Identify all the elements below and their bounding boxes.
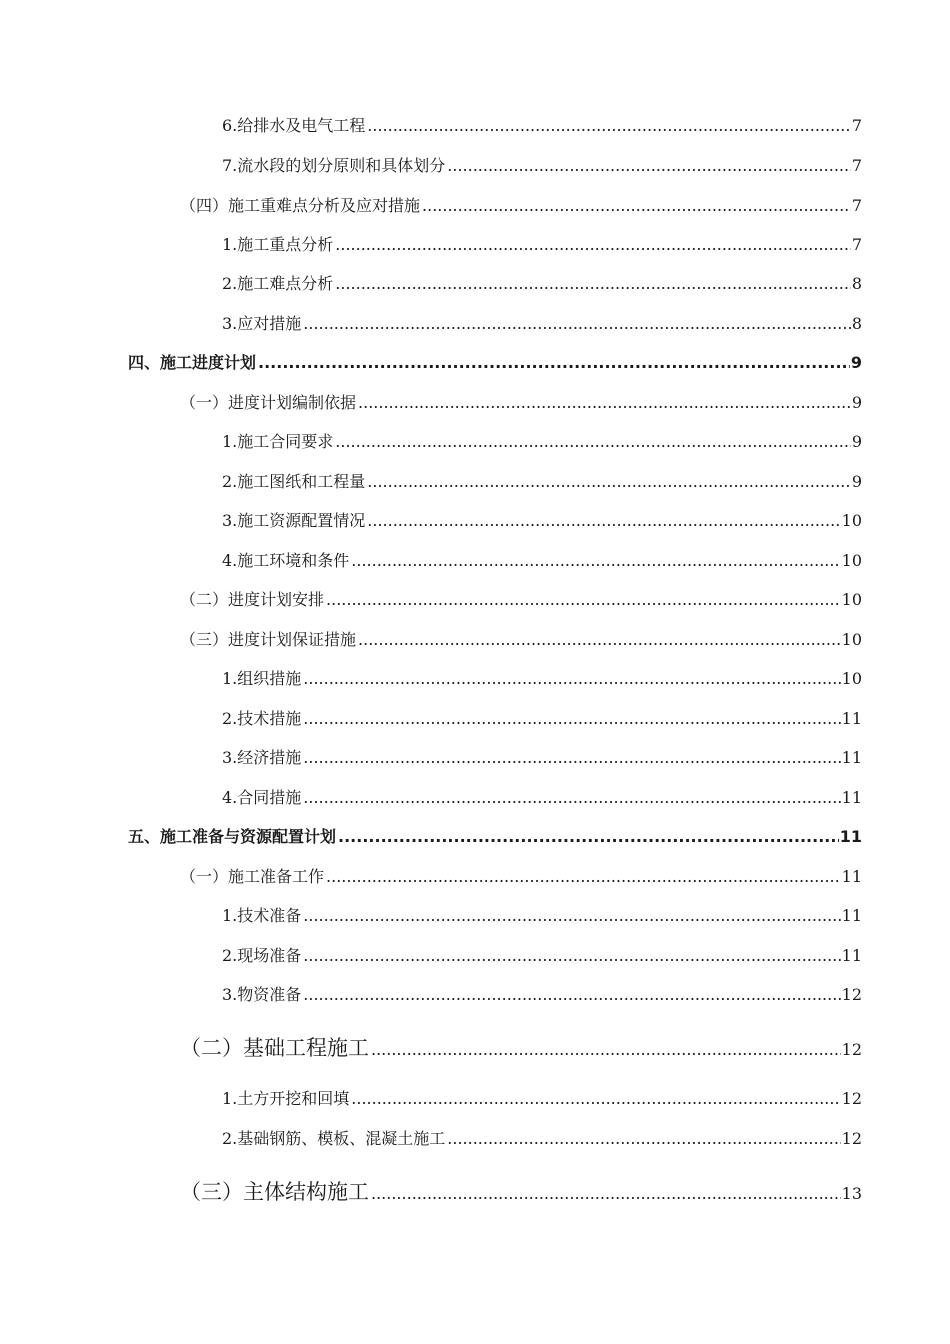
toc-entry-page: 8 [851, 314, 862, 333]
toc-entry-page: 11 [841, 906, 862, 925]
toc-entry-page: 9 [851, 393, 862, 412]
dot-leader [358, 392, 851, 414]
toc-entry-title: （三）进度计划保证措施 [180, 630, 357, 649]
toc-entry[interactable] [222, 155, 862, 177]
dot-leader [258, 352, 850, 374]
toc-entry-title: 2.施工图纸和工程量 [222, 472, 366, 491]
dot-leader [447, 1128, 840, 1150]
dot-leader [335, 273, 851, 295]
dot-leader [367, 471, 851, 493]
toc-entry[interactable] [222, 550, 862, 572]
toc-entry-page: 10 [841, 511, 862, 530]
toc-entry[interactable] [222, 510, 862, 532]
toc-entry-title: 4.施工环境和条件 [222, 551, 350, 570]
toc-entry[interactable] [180, 866, 862, 888]
toc-entry-page: 11 [841, 788, 862, 807]
toc-entry-page: 11 [841, 946, 862, 965]
dot-leader [447, 155, 851, 177]
toc-entry[interactable] [180, 1034, 862, 1064]
toc-entry-title: （一）进度计划编制依据 [180, 393, 357, 412]
toc-entry-page: 12 [841, 1040, 862, 1059]
dot-leader [303, 668, 840, 690]
toc-entry-title: 2.施工难点分析 [222, 274, 334, 293]
toc-entry-title: （二）进度计划安排 [180, 590, 325, 609]
toc-entry-page: 12 [841, 1089, 862, 1108]
dot-leader [358, 629, 841, 651]
dot-leader [422, 195, 851, 217]
toc-entry-page: 9 [851, 472, 862, 491]
toc-entry-page: 9 [851, 432, 862, 451]
toc-entry-title: （四）施工重难点分析及应对措施 [180, 196, 421, 215]
toc-entry[interactable] [180, 629, 862, 651]
toc-entry-page: 7 [851, 196, 862, 215]
toc-entry-page: 11 [841, 709, 862, 728]
toc-entry-page: 12 [841, 1129, 862, 1148]
toc-entry-title: （二）基础工程施工 [180, 1036, 369, 1060]
toc-entry[interactable] [222, 115, 862, 137]
dot-leader [303, 747, 840, 769]
toc-entry-title: 1.土方开挖和回填 [222, 1089, 350, 1108]
dot-leader [303, 787, 840, 809]
toc-entry-title: 4.合同措施 [222, 788, 302, 807]
toc-entry-title: 2.现场准备 [222, 946, 302, 965]
dot-leader [367, 115, 851, 137]
toc-entry-title: （三）主体结构施工 [180, 1180, 369, 1204]
toc-entry-page: 12 [841, 985, 862, 1004]
dot-leader [303, 945, 840, 967]
toc-entry-title: 五、施工准备与资源配置计划 [128, 827, 337, 846]
toc-entry-page: 10 [841, 630, 862, 649]
toc-entry-page: 11 [839, 827, 862, 846]
toc-entry-page: 10 [841, 669, 862, 688]
toc-entry-title: （一）施工准备工作 [180, 867, 325, 886]
toc-entry[interactable] [222, 945, 862, 967]
toc-entry[interactable] [180, 1178, 862, 1208]
dot-leader [303, 905, 840, 927]
toc-entry-title: 2.技术措施 [222, 709, 302, 728]
toc-entry[interactable] [222, 273, 862, 295]
toc-entry-title: 6.给排水及电气工程 [222, 116, 366, 135]
toc-entry[interactable] [180, 589, 862, 611]
toc-entry-page: 8 [851, 274, 862, 293]
toc-entry-title: 四、施工进度计划 [128, 353, 257, 372]
toc-entry-page: 11 [841, 748, 862, 767]
toc-entry[interactable] [180, 392, 862, 414]
toc-entry-title: 7.流水段的划分原则和具体划分 [222, 156, 446, 175]
toc-entry[interactable] [222, 1088, 862, 1110]
dot-leader [367, 510, 840, 532]
toc-entry-page: 9 [850, 353, 862, 372]
toc-entry-title: 3.经济措施 [222, 748, 302, 767]
toc-entry-page: 10 [841, 590, 862, 609]
toc-entry-title: 1.技术准备 [222, 906, 302, 925]
toc-entry[interactable] [222, 1128, 862, 1150]
toc-entry-title: 2.基础钢筋、模板、混凝土施工 [222, 1129, 446, 1148]
dot-leader [351, 550, 840, 572]
toc-entry-title: 1.组织措施 [222, 669, 302, 688]
toc-entry[interactable] [222, 234, 862, 256]
toc-entry-page: 13 [841, 1184, 862, 1203]
dot-leader [371, 1180, 841, 1208]
toc-entry-page: 7 [851, 156, 862, 175]
toc-entry[interactable] [222, 708, 862, 730]
toc-entry-page: 7 [851, 116, 862, 135]
toc-entry[interactable] [222, 905, 862, 927]
toc-entry-title: 3.物资准备 [222, 985, 302, 1004]
dot-leader [303, 984, 840, 1006]
toc-entry[interactable] [222, 471, 862, 493]
dot-leader [351, 1088, 840, 1110]
dot-leader [303, 313, 851, 335]
toc-entry[interactable] [222, 747, 862, 769]
toc-entry[interactable] [180, 195, 862, 217]
toc-entry-page: 10 [841, 551, 862, 570]
toc-entry[interactable] [222, 668, 862, 690]
dot-leader [303, 708, 840, 730]
toc-entry[interactable] [222, 431, 862, 453]
dot-leader [326, 589, 841, 611]
dot-leader [338, 826, 839, 848]
toc-entry[interactable] [222, 984, 862, 1006]
toc-entry[interactable] [128, 826, 862, 848]
toc-entry-title: 3.施工资源配置情况 [222, 511, 366, 530]
toc-entry-title: 1.施工重点分析 [222, 235, 334, 254]
toc-entry[interactable] [222, 787, 862, 809]
toc-entry[interactable] [128, 352, 862, 374]
dot-leader [335, 431, 851, 453]
dot-leader [371, 1036, 841, 1064]
dot-leader [335, 234, 851, 256]
toc-entry-page: 7 [851, 235, 862, 254]
dot-leader [326, 866, 841, 888]
toc-entry[interactable] [222, 313, 862, 335]
toc-entry-title: 1.施工合同要求 [222, 432, 334, 451]
toc-entry-title: 3.应对措施 [222, 314, 302, 333]
toc-entry-page: 11 [841, 867, 862, 886]
